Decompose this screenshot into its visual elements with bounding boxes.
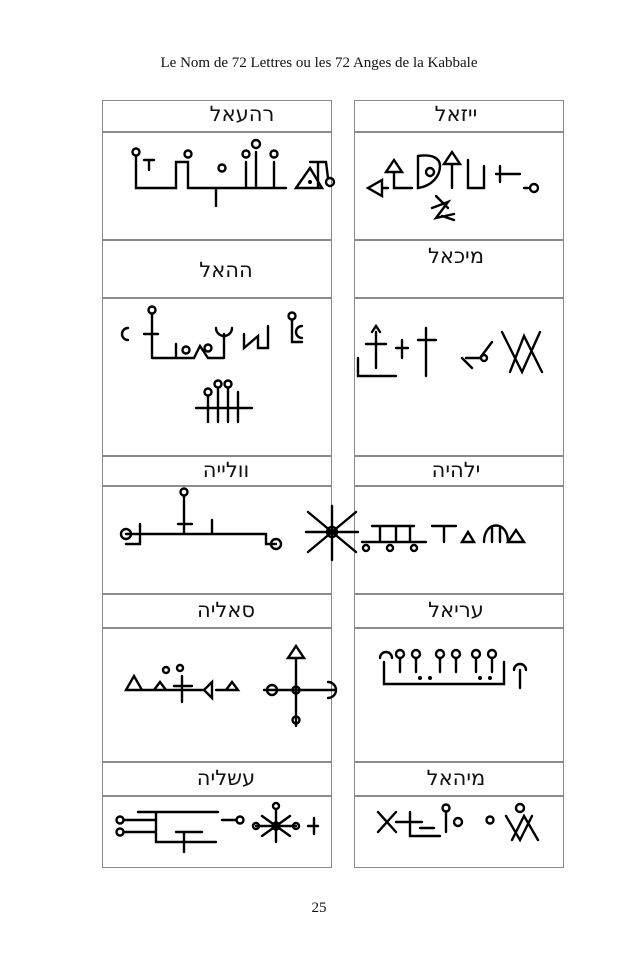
sigil-yelahiah bbox=[362, 526, 524, 552]
angel-name-ariel: עריאל bbox=[428, 598, 484, 622]
sigil-asaliah bbox=[117, 803, 319, 852]
sigil-mihael bbox=[378, 804, 538, 840]
angel-name-yelahiah: ילהיה bbox=[431, 458, 481, 482]
angel-name-mihael: מיהאל bbox=[426, 766, 486, 790]
page-number: 25 bbox=[311, 900, 327, 916]
angel-name-haha-el: ההאל bbox=[199, 258, 253, 282]
sigil-vevaliah bbox=[121, 489, 358, 561]
sigil-haha-el bbox=[122, 307, 302, 423]
angel-name-asaliah: עשליה bbox=[196, 766, 256, 790]
sigil-mika-el bbox=[358, 326, 542, 376]
sigil-ariel bbox=[380, 650, 526, 688]
sigil-sealiah bbox=[126, 646, 336, 726]
angel-name-vevaliah: וולייה bbox=[202, 458, 250, 482]
sigil-drawings bbox=[96, 96, 566, 872]
sigil-reh-el bbox=[133, 140, 335, 206]
running-title: Le Nom de 72 Lettres ou les 72 Anges de la Kabbale bbox=[160, 55, 478, 71]
angel-name-yeiaz-el: ייזאל bbox=[434, 102, 478, 126]
sigil-table bbox=[96, 96, 566, 872]
angel-name-reh-el: רהעאל bbox=[209, 102, 275, 126]
sigil-yeiaz-el bbox=[368, 152, 538, 220]
angel-name-mika-el: מיכאל bbox=[427, 244, 485, 268]
angel-name-sealiah: סאליה bbox=[196, 598, 256, 622]
